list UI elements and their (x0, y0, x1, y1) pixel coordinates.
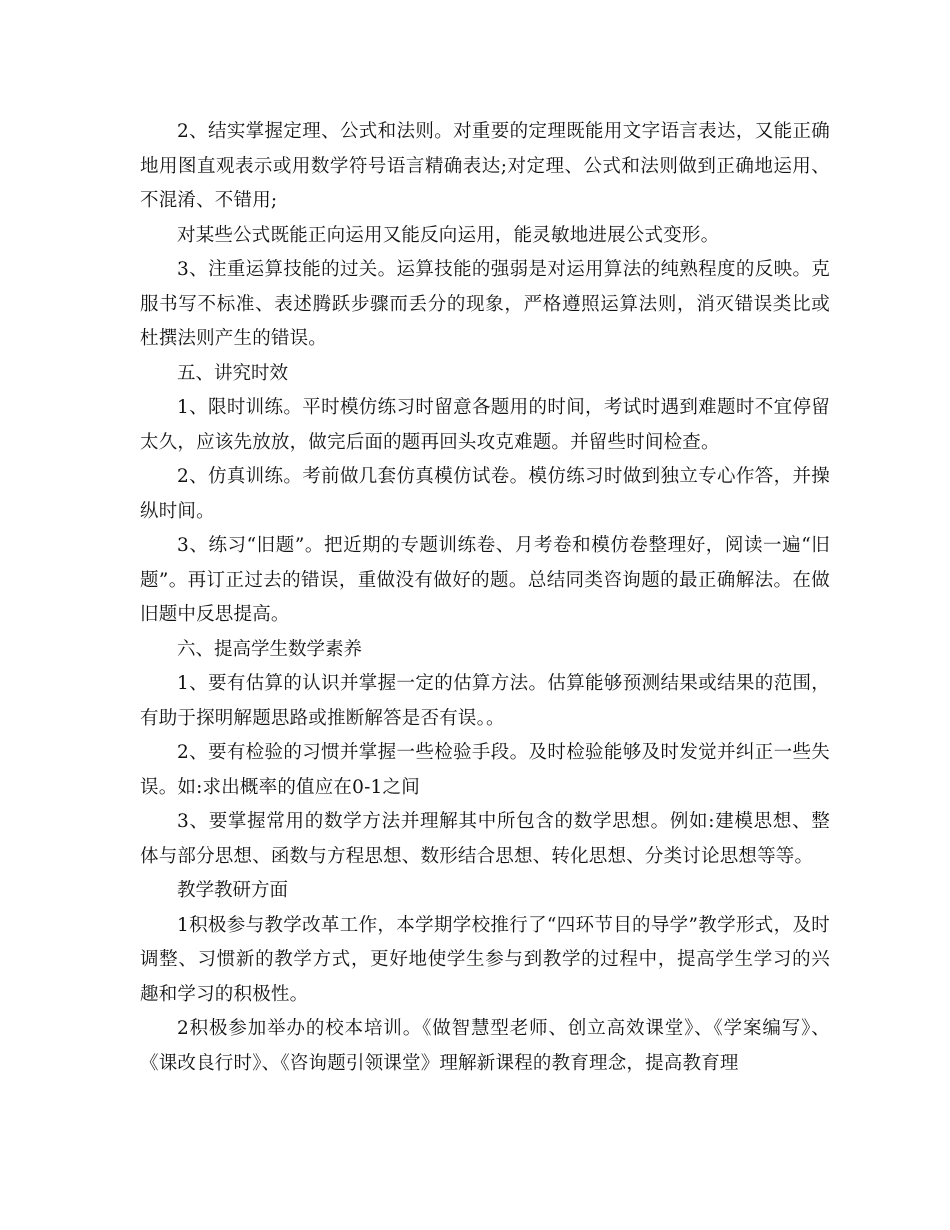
document-body (140, 115, 830, 1081)
paragraph-simulation-training: 2、仿真训练。考前做几套仿真模仿试卷。模仿练习时做到独立专心作答，并操纵时间。 (140, 466, 830, 522)
paragraph-math-methods: 3、要掌握常用的数学方法并理解其中所包含的数学思想。例如:建模思想、整体与部分思想、函数与方程思想、数形结合思想、转化思想、分类讨论思想等等。 (140, 811, 830, 867)
paragraph-teaching-reform: 1积极参与教学改革工作，本学期学校推行了“四环节目的导学”教学形式，及时调整、习惯新的教学方式，更好地使学生参与到教学的过程中，提高学生学习的兴趣和学习的积极性。 (140, 914, 830, 1005)
section-heading-teaching-research: 教学教研方面 (177, 880, 289, 901)
section-heading-math-literacy: 六、提高学生数学素养 (177, 638, 363, 660)
paragraph-old-problems: 3、练习“旧题”。把近期的专题训练卷、月考卷和模仿卷整理好，阅读一遍“旧题”。再订正过去的错误，重做没有做好的题。总结同类咨询题的最正确解法。在做旧题中反思提高。 (140, 535, 830, 625)
paragraph-theorems: 2、结实掌握定理、公式和法则。对重要的定理既能用文字语言表达，又能正确地用图直观表示或用数学符号语言精确表达;对定理、公式和法则做到正确地运用、不混淆、不错用; (140, 121, 830, 211)
paragraph-school-training: 2积极参加举办的校本培训。《做智慧型老师、创立高效课堂》、《学案编写》、《课改良行时》、《咨询题引领课堂》理解新课程的教育理念，提高教育理 (140, 1018, 830, 1074)
section-heading-efficiency: 五、讲究时效 (177, 362, 289, 384)
paragraph-verification: 2、要有检验的习惯并掌握一些检验手段。及时检验能够及时发觉并纠正一些失误。如:求出概率的值应在0-1之间 (140, 742, 830, 798)
paragraph-timed-training: 1、限时训练。平时模仿练习时留意各题用的时间，考试时遇到难题时不宜停留太久，应该先放放，做完后面的题再回头攻克难题。并留些时间检查。 (140, 397, 830, 453)
paragraph-estimation: 1、要有估算的认识并掌握一定的估算方法。估算能够预测结果或结果的范围，有助于探明解题思路或推断解答是否有误。。 (140, 673, 830, 729)
paragraph-calculation-skills: 3、注重运算技能的过关。运算技能的强弱是对运用算法的纯熟程度的反映。克服书写不标准、表述腾跃步骤而丢分的现象，严格遵照运算法则，消灭错误类比或杜撰法则产生的错误。 (140, 259, 830, 349)
paragraph-formula-usage: 对某些公式既能正向运用又能反向运用，能灵敏地进展公式变形。 (177, 224, 720, 246)
